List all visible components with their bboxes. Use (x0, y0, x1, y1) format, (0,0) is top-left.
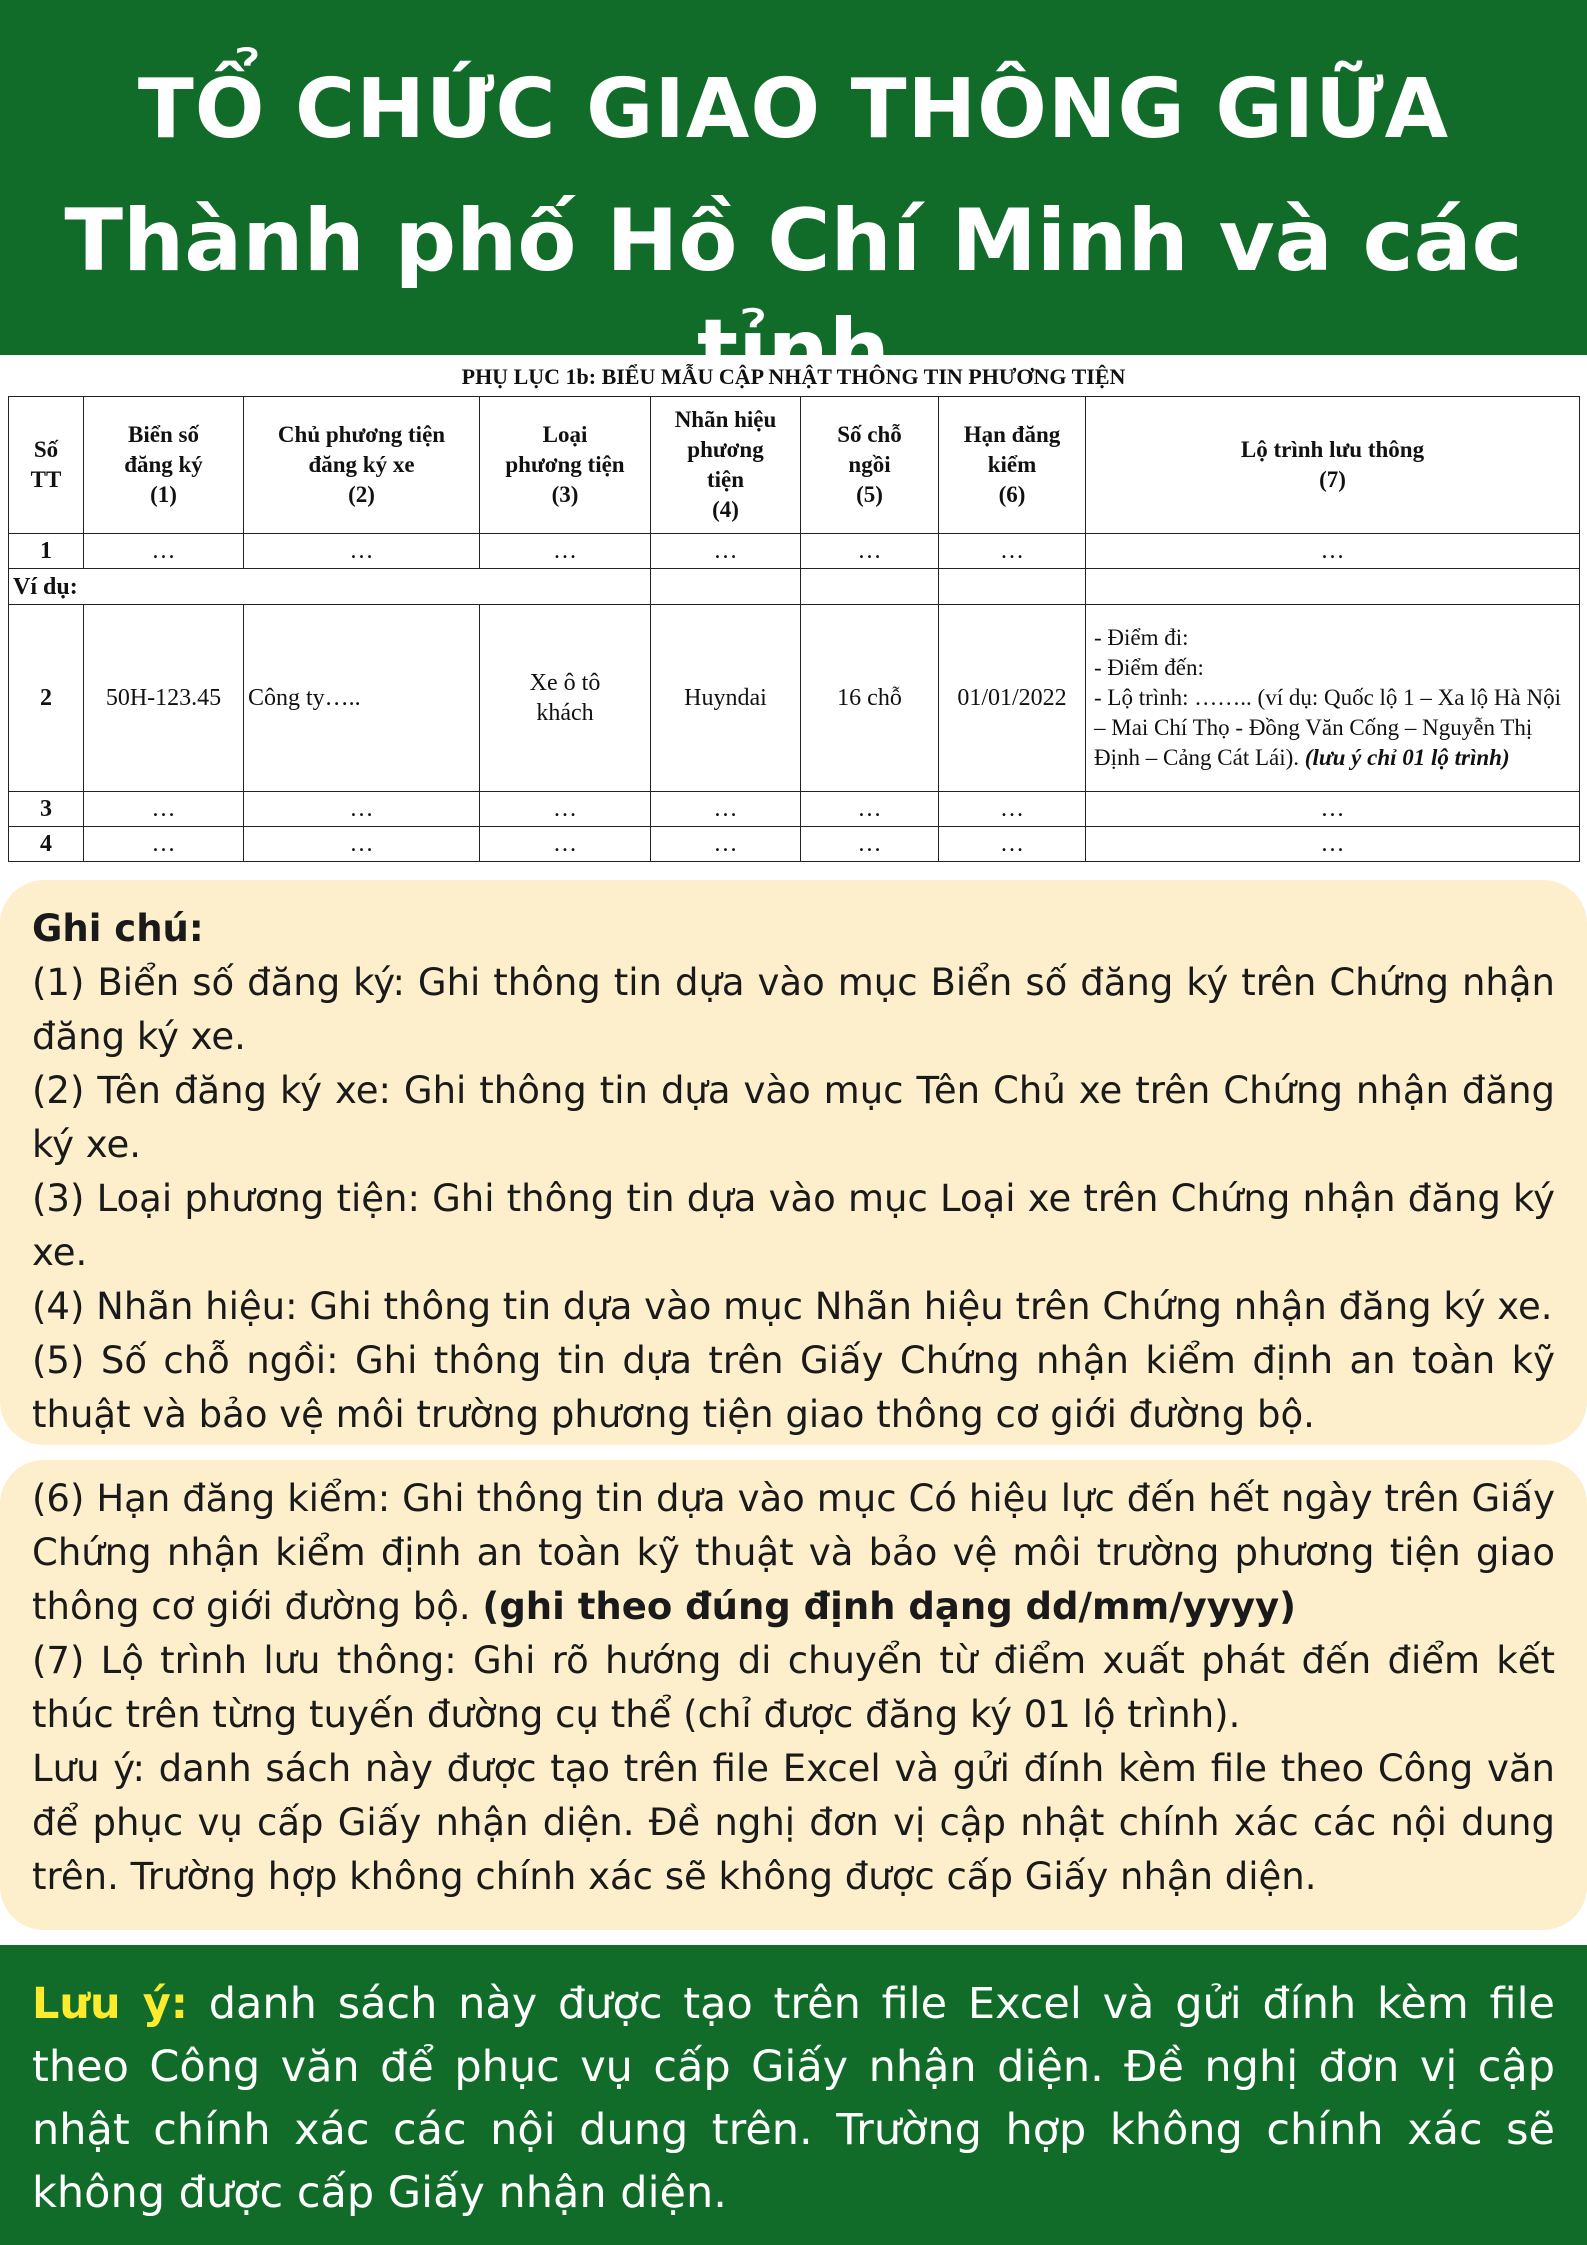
note-item-7: (7) Lộ trình lưu thông: Ghi rõ hướng di chuyển từ điểm xuất phát đến điểm kết thúc trên từng tuyến đường cụ thể (chỉ được đăng ký 01 lộ trình). (32, 1639, 1555, 1736)
note-reminder: Lưu ý: danh sách này được tạo trên file Excel và gửi đính kèm file theo Công văn để phục vụ cấp Giấy nhận diện. Đề nghị đơn vị cập nhật chính xác các nội dung trên. Trường hợp không chính xác sẽ không được cấp Giấy nhận diện. (32, 1747, 1555, 1898)
vehicle-info-table (8, 396, 1580, 862)
table-header-row (9, 397, 1580, 534)
col-header-inspection: Hạn đăng kiểm (6) (939, 397, 1086, 534)
footer-banner (0, 1945, 1587, 2245)
note-item-5: (5) Số chỗ ngồi: Ghi thông tin dựa trên Giấy Chứng nhận kiểm định an toàn kỹ thuật và bảo vệ môi trường phương tiện giao thông cơ giới đường bộ. (32, 1339, 1555, 1436)
note-item-3: (3) Loại phương tiện: Ghi thông tin dựa vào mục Loại xe trên Chứng nhận đăng ký xe. (32, 1177, 1555, 1274)
example-row (9, 605, 1580, 792)
example-owner: Công ty….. (244, 605, 480, 792)
note-item-2: (2) Tên đăng ký xe: Ghi thông tin dựa vào mục Tên Chủ xe trên Chứng nhận đăng ký xe. (32, 1069, 1555, 1166)
header-title-line2: Thành phố Hồ Chí Minh và các tỉnh (64, 191, 1523, 401)
col-header-stt: Số TT (9, 397, 84, 534)
example-route: - Điểm đi: - Điểm đến: - Lộ trình: …….. (ví dụ: Quốc lộ 1 – Xa lộ Hà Nội – Mai Chí Thọ - Đồng Văn Cống – Nguyễn Thị Định – Cảng Cát Lái). (lưu ý chỉ 01 lộ trình) (1086, 605, 1580, 792)
example-route-note: (lưu ý chỉ 01 lộ trình) (1304, 745, 1510, 770)
footer-label: Lưu ý: (32, 1979, 188, 2029)
example-seats: 16 chỗ (801, 605, 939, 792)
note-item-1: (1) Biển số đăng ký: Ghi thông tin dựa vào mục Biển số đăng ký trên Chứng nhận đăng ký xe. (32, 961, 1555, 1058)
col-header-brand: Nhãn hiệu phương tiện (4) (651, 397, 801, 534)
table-row: 3 … … … … … … … (9, 792, 1580, 827)
col-header-type: Loại phương tiện (3) (480, 397, 651, 534)
table-row: 4 … … … … … … … (9, 827, 1580, 862)
example-label: Ví dụ: (9, 569, 651, 605)
example-inspection: 01/01/2022 (939, 605, 1086, 792)
col-header-plate: Biển số đăng ký (1) (84, 397, 244, 534)
notes-box-2 (0, 1460, 1587, 1930)
notes-heading: Ghi chú: (32, 907, 204, 950)
appendix-section (8, 360, 1579, 870)
appendix-title: PHỤ LỤC 1b: BIỂU MẪU CẬP NHẬT THÔNG TIN PHƯƠNG TIỆN (461, 364, 1126, 389)
col-header-seats: Số chỗ ngồi (5) (801, 397, 939, 534)
col-header-route: Lộ trình lưu thông (7) (1086, 397, 1580, 534)
footer-text: danh sách này được tạo trên file Excel và gửi đính kèm file theo Công văn để phục vụ cấp Giấy nhận diện. Đề nghị đơn vị cập nhật chính xác các nội dung trên. Trường hợp không chính xác sẽ không được cấp Giấy nhận diện. (32, 1979, 1555, 2218)
example-plate: 50H-123.45 (84, 605, 244, 792)
note-item-6: (6) Hạn đăng kiểm: Ghi thông tin dựa vào mục Có hiệu lực đến hết ngày trên Giấy Chứng nhận kiểm định an toàn kỹ thuật và bảo vệ môi trường phương tiện giao thông cơ giới đường bộ. (ghi theo đúng định dạng dd/mm/yyyy) (32, 1477, 1555, 1628)
example-label-row (9, 569, 1580, 605)
header-title-line1: TỔ CHỨC GIAO THÔNG GIỮA (137, 62, 1450, 157)
note-item-4: (4) Nhãn hiệu: Ghi thông tin dựa vào mục Nhãn hiệu trên Chứng nhận đăng ký xe. (32, 1285, 1553, 1328)
notes-box-1 (0, 880, 1587, 1445)
example-type: Xe ô tô khách (480, 605, 651, 792)
note-item-6-format: (ghi theo đúng định dạng dd/mm/yyyy) (482, 1585, 1297, 1628)
col-header-owner: Chủ phương tiện đăng ký xe (2) (244, 397, 480, 534)
example-brand: Huyndai (651, 605, 801, 792)
example-no: 2 (9, 605, 84, 792)
table-row: 1 … … … … … … … (9, 534, 1580, 569)
